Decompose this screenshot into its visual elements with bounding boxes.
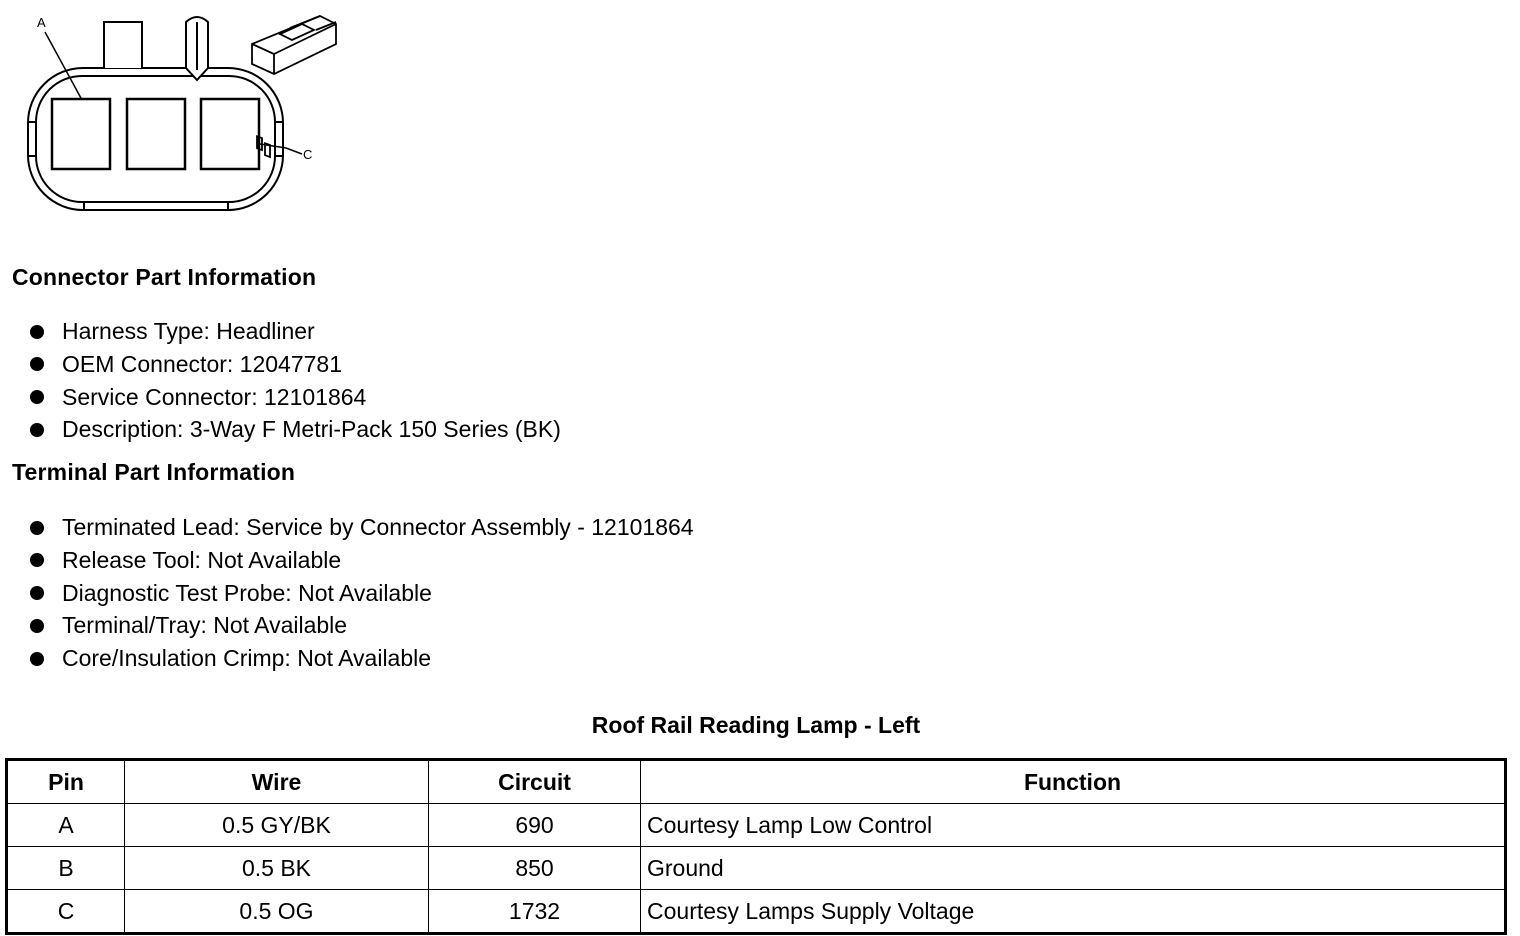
table-row [7, 890, 1506, 934]
terminal-info-list [28, 511, 694, 675]
cell-function: Courtesy Lamp Low Control [641, 804, 1506, 847]
header-pin: Pin [7, 760, 125, 804]
terminal-info-heading: Terminal Part Information [12, 459, 296, 485]
callout-a-label: A [37, 15, 46, 30]
cell-pin: B [7, 847, 125, 890]
cell-wire: 0.5 OG [125, 890, 429, 934]
header-wire: Wire [125, 760, 429, 804]
cavity-b [127, 99, 185, 169]
header-function: Function [641, 760, 1506, 804]
pin-table-title: Roof Rail Reading Lamp - Left [591, 712, 921, 738]
table-header-row [7, 760, 1506, 804]
cell-circuit: 690 [429, 804, 641, 847]
list-item: Service Connector: 12101864 [28, 381, 561, 414]
latch-tab [104, 22, 142, 68]
header-circuit: Circuit [429, 760, 641, 804]
list-item: Diagnostic Test Probe: Not Available [28, 577, 694, 610]
connector-info-list [28, 315, 561, 446]
table-row [7, 847, 1506, 890]
pin-table [5, 758, 1507, 935]
cell-pin: A [7, 804, 125, 847]
cell-pin: C [7, 890, 125, 934]
cell-function: Courtesy Lamps Supply Voltage [641, 890, 1506, 934]
connector-diagram [20, 10, 370, 220]
cell-wire: 0.5 BK [125, 847, 429, 890]
cavity-c [201, 99, 259, 169]
list-item: Harness Type: Headliner [28, 315, 561, 348]
callout-c-label: C [303, 147, 313, 162]
list-item: Description: 3-Way F Metri-Pack 150 Series (BK) [28, 413, 561, 446]
table-row [7, 804, 1506, 847]
list-item: OEM Connector: 12047781 [28, 348, 561, 381]
connector-info-heading: Connector Part Information [12, 264, 317, 290]
cell-wire: 0.5 GY/BK [125, 804, 429, 847]
cell-function: Ground [641, 847, 1506, 890]
cavity-a [52, 99, 110, 169]
cell-circuit: 850 [429, 847, 641, 890]
list-item: Core/Insulation Crimp: Not Available [28, 642, 694, 675]
list-item: Release Tool: Not Available [28, 544, 694, 577]
list-item: Terminal/Tray: Not Available [28, 609, 694, 642]
list-item: Terminated Lead: Service by Connector Assembly - 12101864 [28, 511, 694, 544]
cell-circuit: 1732 [429, 890, 641, 934]
